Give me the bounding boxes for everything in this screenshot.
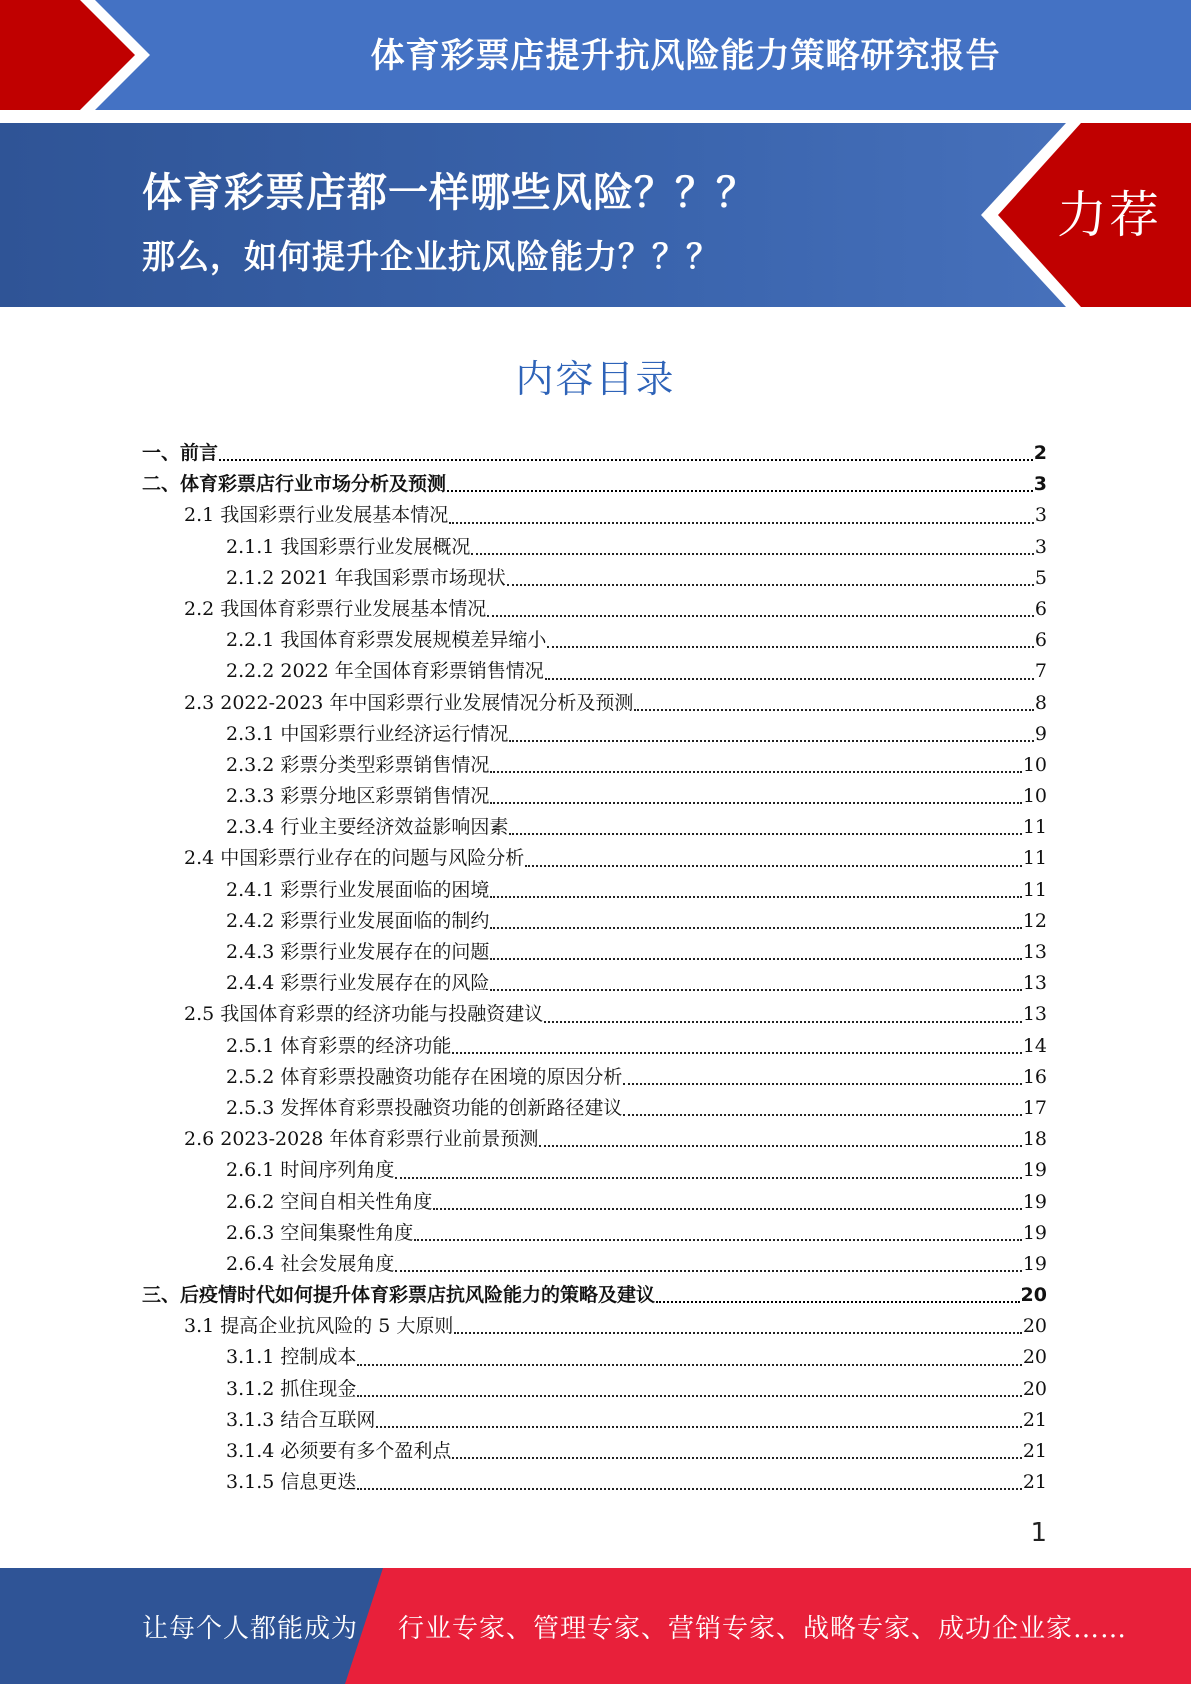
toc-dot-leader: [544, 1021, 1022, 1023]
toc-entry-page: 19: [1022, 1252, 1047, 1275]
toc-dot-leader: [490, 896, 1021, 898]
toc-entry-page: 11: [1022, 878, 1047, 901]
toc-entry-page: 17: [1022, 1096, 1047, 1119]
toc-entry-page: 10: [1022, 785, 1047, 808]
toc-entry-label: 2.2 我国体育彩票行业发展基本情况: [184, 597, 487, 620]
toc-entry[interactable]: [142, 594, 1047, 625]
toc-entry-label: 2.4 中国彩票行业存在的问题与风险分析: [184, 847, 525, 870]
toc-dot-leader: [449, 522, 1034, 524]
toc-entry[interactable]: [142, 812, 1047, 843]
toc-dot-leader: [623, 1114, 1021, 1116]
toc-entry[interactable]: [142, 563, 1047, 594]
toc-dot-leader: [490, 771, 1021, 773]
toc-entry-label: 2.5.1 体育彩票的经济功能: [226, 1034, 452, 1057]
toc-entry-label: 2.4.1 彩票行业发展面临的困境: [226, 878, 490, 901]
toc-entry-label: 2.1.1 我国彩票行业发展概况: [226, 535, 471, 558]
toc-entry[interactable]: [142, 469, 1047, 500]
toc-dot-leader: [545, 678, 1034, 680]
toc-entry[interactable]: [142, 532, 1047, 563]
toc-entry-label: 二、体育彩票店行业市场分析及预测: [142, 473, 447, 496]
toc-entry[interactable]: [142, 1249, 1047, 1280]
toc-entry-label: 3.1.5 信息更迭: [226, 1471, 357, 1494]
toc-entry[interactable]: [142, 843, 1047, 874]
toc-entry-page: 19: [1022, 1221, 1047, 1244]
toc-entry[interactable]: [142, 1342, 1047, 1373]
toc-entry-label: 2.1.2 2021 年我国彩票市场现状: [226, 566, 506, 589]
toc-dot-leader: [452, 1457, 1021, 1459]
toc-entry[interactable]: [142, 1031, 1047, 1062]
toc-entry-label: 2.2.1 我国体育彩票发展规模差异缩小: [226, 629, 547, 652]
banner-question-2: 那么，如何提升企业抗风险能力？？？: [142, 237, 720, 276]
toc-entry-label: 一、前言: [142, 442, 219, 464]
toc-entry-page: 6: [1034, 597, 1047, 620]
toc-entry-page: 12: [1022, 909, 1047, 932]
toc-entry-page: 19: [1022, 1190, 1047, 1213]
toc-entry[interactable]: [142, 625, 1047, 656]
toc-dot-leader: [357, 1395, 1021, 1397]
toc-entry-page: 18: [1022, 1128, 1047, 1151]
toc-entry[interactable]: [142, 1124, 1047, 1155]
toc-dot-leader: [487, 615, 1034, 617]
toc-entry-label: 2.3 2022-2023 年中国彩票行业发展情况分析及预测: [184, 691, 634, 714]
toc-entry[interactable]: [142, 1187, 1047, 1218]
page-number: 1: [1030, 1518, 1047, 1548]
toc-entry-page: 7: [1034, 660, 1047, 683]
toc-entry-label: 2.3.1 中国彩票行业经济运行情况: [226, 722, 509, 745]
toc-dot-leader: [634, 709, 1033, 711]
toc-entry[interactable]: [142, 875, 1047, 906]
toc-dot-leader: [376, 1426, 1021, 1428]
toc-entry-label: 3.1.1 控制成本: [226, 1346, 357, 1369]
toc-dot-leader: [507, 584, 1034, 586]
toc-dot-leader: [414, 1239, 1021, 1241]
report-title: 体育彩票店提升抗风险能力策略研究报告: [370, 36, 1001, 76]
toc-entry-label: 三、后疫情时代如何提升体育彩票店抗风险能力的策略及建议: [142, 1284, 656, 1307]
footer-slogan-left: 让每个人都能成为: [142, 1614, 359, 1644]
toc-entry[interactable]: [142, 906, 1047, 937]
toc-entry-page: 20: [1022, 1377, 1047, 1400]
footer-slogan-right: 行业专家、管理专家、营销专家、战略专家、成功企业家……: [398, 1614, 1128, 1644]
toc-entry-label: 2.4.4 彩票行业发展存在的风险: [226, 972, 490, 995]
toc-entry-label: 2.4.2 彩票行业发展面临的制约: [226, 909, 490, 932]
toc-entry-page: 21: [1022, 1471, 1047, 1494]
toc-dot-leader: [490, 958, 1021, 960]
toc-dot-leader: [471, 553, 1034, 555]
toc-dot-leader: [357, 1488, 1021, 1490]
toc-entry[interactable]: [142, 999, 1047, 1030]
toc-entry[interactable]: [142, 1374, 1047, 1405]
toc-entry[interactable]: [142, 968, 1047, 999]
toc-entry-page: 3: [1034, 535, 1047, 558]
toc-entry-page: 20: [1022, 1346, 1047, 1369]
toc-entry[interactable]: [142, 500, 1047, 531]
toc-entry-page: 16: [1022, 1065, 1047, 1088]
toc-dot-leader: [623, 1083, 1021, 1085]
banner-question-1: 体育彩票店都一样哪些风险？？？: [142, 170, 757, 216]
toc-entry-label: 2.2.2 2022 年全国体育彩票销售情况: [226, 660, 544, 683]
toc-entry-label: 2.6.1 时间序列角度: [226, 1159, 395, 1182]
toc-entry-label: 2.3.2 彩票分类型彩票销售情况: [226, 753, 490, 776]
toc-dot-leader: [452, 1052, 1021, 1054]
toc-dot-leader: [547, 646, 1034, 648]
toc-entry-label: 2.4.3 彩票行业发展存在的问题: [226, 941, 490, 963]
toc-entry[interactable]: [142, 1155, 1047, 1186]
toc-dot-leader: [539, 1145, 1021, 1147]
toc-dot-leader: [395, 1177, 1021, 1179]
toc-entry-label: 3.1 提高企业抗风险的 5 大原则: [184, 1315, 454, 1338]
toc-entry[interactable]: [142, 1436, 1047, 1467]
toc-entry[interactable]: [142, 438, 1047, 469]
toc-entry[interactable]: [142, 750, 1047, 781]
toc-entry-page: 21: [1022, 1408, 1047, 1431]
toc-entry[interactable]: [142, 1467, 1047, 1498]
toc-entry-page: 20: [1022, 1315, 1047, 1338]
toc-entry-label: 2.5 我国体育彩票的经济功能与投融资建议: [184, 1003, 544, 1026]
toc-entry[interactable]: [142, 937, 1047, 968]
toc-dot-leader: [509, 833, 1021, 835]
toc-entry[interactable]: [142, 1062, 1047, 1093]
header-band: [0, 0, 1191, 110]
toc-entry-label: 2.6.2 空间自相关性角度: [226, 1190, 433, 1213]
toc-entry-page: 21: [1022, 1440, 1047, 1462]
toc-dot-leader: [447, 490, 1033, 492]
toc-entry-label: 2.6.3 空间集聚性角度: [226, 1221, 414, 1244]
toc-entry[interactable]: [142, 1311, 1047, 1342]
toc-entry-page: 13: [1022, 1003, 1047, 1026]
toc-dot-leader: [395, 1270, 1021, 1272]
toc-entry-page: 8: [1034, 691, 1047, 714]
toc-dot-leader: [509, 740, 1034, 742]
toc-entry-label: 2.3.3 彩票分地区彩票销售情况: [226, 785, 490, 808]
toc-title: 内容目录: [515, 357, 676, 401]
toc-entry-page: 3: [1033, 473, 1047, 496]
toc-entry-label: 2.5.2 体育彩票投融资功能存在困境的原因分析: [226, 1065, 623, 1088]
toc-entry[interactable]: [142, 719, 1047, 750]
toc-entry-page: 10: [1022, 753, 1047, 776]
toc-entry-label: 2.1 我国彩票行业发展基本情况: [184, 504, 449, 527]
toc-entry[interactable]: [142, 688, 1047, 719]
toc-dot-leader: [656, 1301, 1020, 1303]
toc-entry-label: 3.1.3 结合互联网: [226, 1408, 376, 1431]
toc-entry[interactable]: [142, 781, 1047, 812]
toc-entry-page: 13: [1022, 941, 1047, 963]
toc-entry-label: 2.6 2023-2028 年体育彩票行业前景预测: [184, 1128, 539, 1151]
toc-entry-page: 9: [1034, 722, 1047, 745]
toc-entry[interactable]: [142, 1218, 1047, 1249]
table-of-contents: [142, 438, 1047, 1498]
toc-entry-label: 2.6.4 社会发展角度: [226, 1252, 395, 1275]
footer: [0, 1568, 1191, 1684]
toc-entry-page: 6: [1034, 629, 1047, 652]
toc-entry[interactable]: [142, 656, 1047, 687]
toc-dot-leader: [525, 865, 1022, 867]
recommend-badge: 力荐: [1057, 186, 1161, 244]
toc-entry-page: 19: [1022, 1159, 1047, 1182]
toc-dot-leader: [219, 459, 1033, 461]
toc-entry-label: 2.3.4 行业主要经济效益影响因素: [226, 816, 509, 839]
toc-dot-leader: [490, 989, 1021, 991]
toc-entry-page: 13: [1022, 972, 1047, 995]
toc-entry-page: 11: [1022, 816, 1047, 839]
toc-entry-label: 3.1.2 抓住现金: [226, 1377, 357, 1400]
toc-entry-label: 2.5.3 发挥体育彩票投融资功能的创新路径建议: [226, 1096, 623, 1119]
toc-dot-leader: [357, 1364, 1021, 1366]
red-chevron-decoration: [0, 0, 160, 110]
toc-entry-page: 3: [1034, 504, 1047, 527]
toc-entry-page: 20: [1020, 1284, 1047, 1307]
toc-dot-leader: [490, 927, 1021, 929]
toc-entry[interactable]: [142, 1093, 1047, 1124]
toc-entry-page: 14: [1022, 1034, 1047, 1057]
banner: [0, 123, 1191, 307]
toc-entry-page: 2: [1033, 442, 1047, 464]
toc-entry-page: 11: [1022, 847, 1047, 870]
toc-entry-label: 3.1.4 必须要有多个盈利点: [226, 1440, 452, 1462]
toc-entry[interactable]: [142, 1280, 1047, 1311]
toc-dot-leader: [433, 1208, 1021, 1210]
toc-entry[interactable]: [142, 1405, 1047, 1436]
toc-dot-leader: [454, 1332, 1021, 1334]
toc-dot-leader: [490, 802, 1021, 804]
toc-entry-page: 5: [1034, 566, 1047, 589]
